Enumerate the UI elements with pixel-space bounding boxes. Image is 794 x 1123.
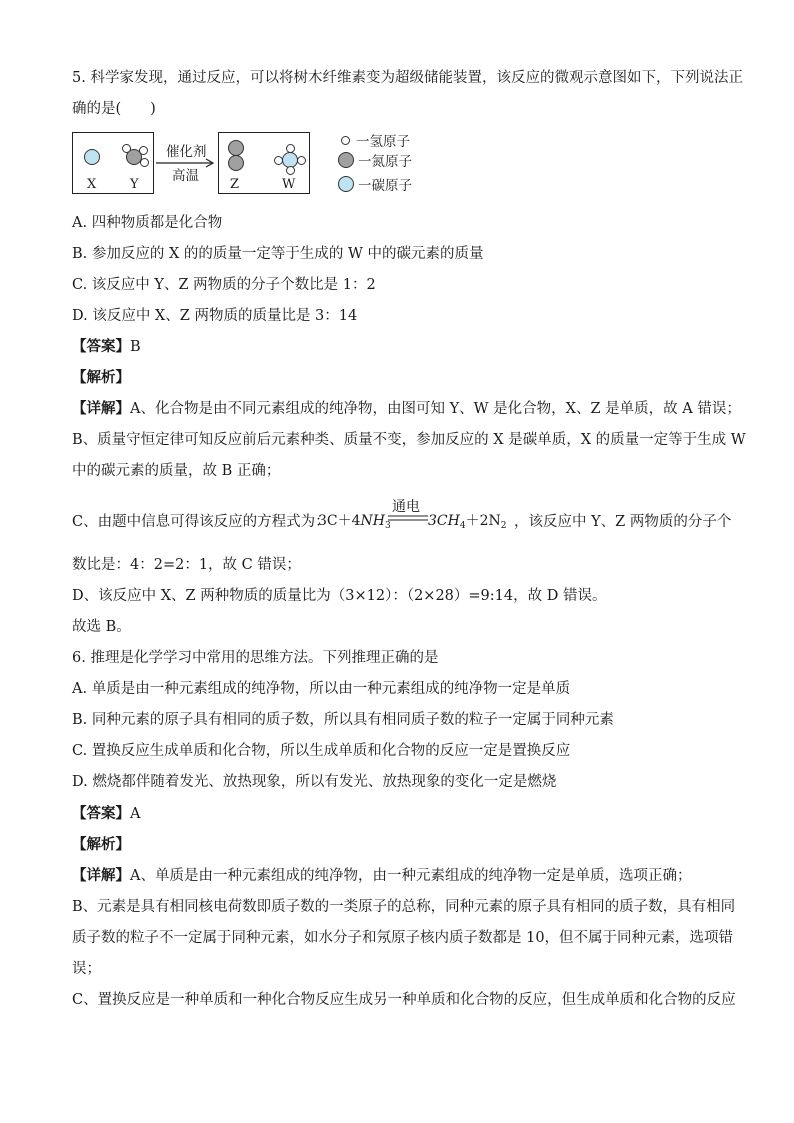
z-nitrogen-atom — [228, 140, 244, 156]
q6-detail-b3: 误； — [72, 961, 101, 977]
q5-option-c: C. 该反应中 Y、Z 两物质的分子个数比是 1：2 — [72, 277, 376, 293]
q5-stem-line1: 5. 科学家发现，通过反应，可以将树木纤维素变为超级储能装置，该反应的微观示意图如下，下列说法正 — [72, 70, 743, 86]
q5-option-d: D. 该反应中 X、Z 两物质的质量比是 3：14 — [72, 308, 358, 324]
q5-option-b: B. 参加反应的 X 的的质量一定等于生成的 W 中的碳元素的质量 — [72, 246, 484, 262]
reaction-arrow — [156, 158, 216, 168]
y-hydrogen-atom — [139, 146, 148, 155]
q6-detail-b1: B、元素是具有相同核电荷数即质子数的一类原子的总称，同种元素的原子具有相同的质子数，具有相同 — [72, 899, 736, 915]
q6-detail-c: C、置换反应是一种单质和一种化合物反应生成另一种单质和化合物的反应，但生成单质和化合物的反应 — [72, 992, 736, 1008]
q5-detail-b1: B、质量守恒定律可知反应前后元素种类、质量不变，参加反应的 X 是碳单质，X 的质量一定等于生成 W — [72, 432, 746, 448]
q5-conclusion: 故选 B。 — [72, 619, 131, 635]
label-y: Y — [130, 177, 139, 192]
equation-double-line — [388, 514, 428, 522]
equation-rhs: $3CH_4+2N_2$ — [428, 513, 507, 531]
q5-answer — [72, 337, 722, 357]
w-hydrogen-atom — [286, 166, 295, 175]
q6-option-b: B. 同种元素的原子具有相同的质子数，所以具有相同质子数的粒子一定属于同种元素 — [72, 712, 614, 728]
w-hydrogen-atom — [274, 156, 283, 165]
q5-detail-c2: 数比是：4：2=2：1，故 C 错误； — [72, 557, 301, 573]
q6-option-a: A. 单质是由一种元素组成的纯净物，所以由一种元素组成的纯净物一定是单质 — [72, 681, 571, 697]
atom-legend — [338, 128, 448, 198]
z-nitrogen-atom — [228, 155, 244, 171]
q6-analysis-label: 【解析】 — [72, 836, 130, 853]
arrow-condition-top: 催化剂 — [166, 144, 207, 160]
answer-value: B — [130, 339, 141, 355]
detail-c-tail: ，该反应中 Y、Z 两物质的分子个 — [514, 514, 732, 530]
nitrogen-swatch — [338, 152, 354, 168]
q5-detail-d: D、该反应中 X、Z 两种物质的质量比为（3×12）：（2×28）=9:14，故 D 错误。 — [72, 588, 607, 604]
q6-answer — [72, 804, 722, 824]
y-hydrogen-atom — [122, 144, 131, 153]
hydrogen-swatch — [341, 136, 350, 145]
q6-option-d: D. 燃烧都伴随着发光、放热现象，所以有发光、放热现象的变化一定是燃烧 — [72, 774, 557, 790]
detail-label: 【详解】 — [72, 867, 130, 884]
q6-detail-a: 【详解】A、单质是由一种元素组成的纯净物，由一种元素组成的纯净物一定是单质，选项正确； — [72, 867, 692, 884]
detail-label: 【详解】 — [72, 400, 130, 417]
q5-detail-c-equation-line — [72, 496, 732, 540]
equation-lhs: $3C+4NH_3$ — [318, 513, 391, 531]
answer-value: A — [130, 806, 141, 822]
q6-option-c: C. 置换反应生成单质和化合物，所以生成单质和化合物的反应一定是置换反应 — [72, 743, 571, 759]
label-z: Z — [230, 177, 240, 192]
y-hydrogen-atom — [140, 158, 149, 167]
x-carbon-atom — [84, 149, 100, 165]
legend-hydrogen: 一氢原子 — [338, 131, 410, 149]
answer-label: 【答案】 — [72, 805, 130, 822]
carbon-swatch — [338, 176, 354, 192]
legend-nitrogen: 一氮原子 — [338, 151, 412, 169]
q6-detail-b2: 质子数的粒子不一定属于同种元素，如水分子和氖原子核内质子数都是 10，但不属于同种元素，选项错 — [72, 930, 734, 946]
q5-detail-a: 【详解】A、化合物是由不同元素组成的纯净物，由图可知 Y、W 是化合物，X、Z 是单质，故 A 错误； — [72, 400, 741, 417]
q5-analysis-label: 【解析】 — [72, 369, 130, 386]
w-hydrogen-atom — [297, 156, 306, 165]
q5-option-a: A. 四种物质都是化合物 — [72, 215, 223, 231]
w-hydrogen-atom — [286, 144, 295, 153]
arrow-condition-bottom: 高温 — [172, 168, 199, 184]
label-x: X — [87, 177, 97, 192]
q5-stem-line2: 确的是( ) — [72, 101, 156, 117]
q5-detail-b2: 中的碳元素的质量，故 B 正确； — [72, 463, 281, 479]
answer-label: 【答案】 — [72, 338, 130, 355]
q6-stem: 6. 推理是化学学习中常用的思维方法。下列推理正确的是 — [72, 650, 439, 666]
equation-condition: 通电 — [392, 499, 420, 515]
label-w: W — [282, 177, 296, 192]
detail-c-intro: C、由题中信息可得该反应的方程式为： — [72, 514, 330, 530]
legend-carbon: 一碳原子 — [338, 175, 412, 193]
